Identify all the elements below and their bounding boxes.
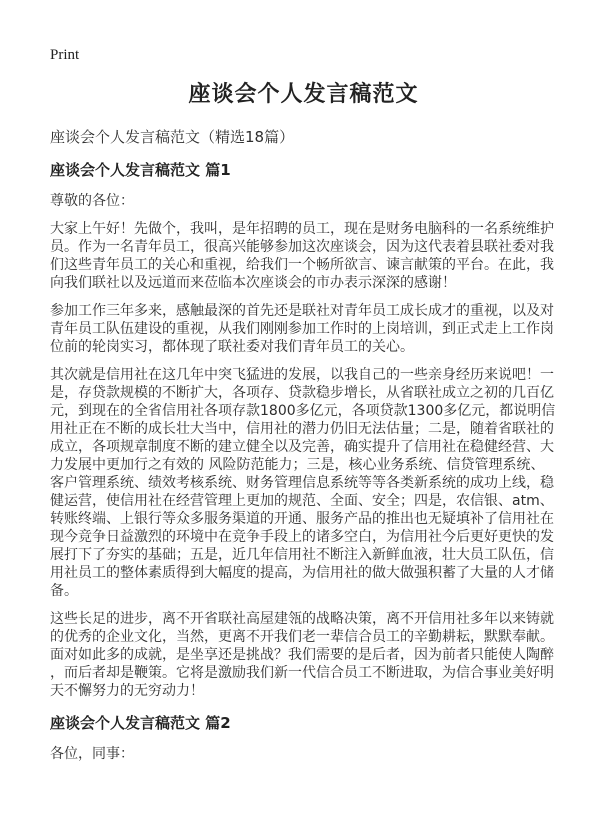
page-title: 座谈会个人发言稿范文 <box>188 82 419 107</box>
section-2-salutation: 各位，同事： <box>50 746 134 762</box>
section-1-paragraph-3: 其次就是信用社在这几年中突飞猛进的发展，以我自己的一些亲身经历来说吧！一是，存贷款规模的不断扩大，各项存、贷款稳步增长，从省联社成立之初的几百亿元，到现在的全省信用社各项存款1800多亿元，各项贷款1300多亿元，都说明信用社正在不断的成长壮大当中，信用社的潜力仍旧无法估量；二是，随着省联社的成立，各项规章制度不断的建立健全以及完善，确实提升了信用社在稳健经营、大力发展中更加行之有效的 风险防范能力；三是，核心业务系统、信贷管理系统、客户管理系统、绩效考核系统、财务管理信息系统等等各类新系统的成功上线，稳健运营，使信用社在经营管理上更加的规范、全面、安全；四是，农信银、atm、转账终端、上银行等众多服务渠道的开通、服务产品的推出也无疑填补了信用社在现今竞争日益激烈的环境中在竞争手段上的诸多空白，为信用社今后更好更快的发展打下了夯实的基础；五是，近几年信用社不断注入新鲜血液，壮大员工队伍，信用社员工的整体素质得到大幅度的提高，为信用社的做大做强积蓄了大量的人才储备。 <box>50 367 556 599</box>
section-1-salutation: 尊敬的各位： <box>50 193 134 209</box>
print-button[interactable]: Print <box>50 47 80 63</box>
document-subtitle: 座谈会个人发言稿范文（精选18篇） <box>50 128 295 146</box>
section-1-paragraph-4: 这些长足的进步，离不开省联社高屋建瓴的战略决策，离不开信用社多年以来铸就的优秀的企业文化，当然，更离不开我们老一辈信合员工的辛勤耕耘，默默奉献。面对如此多的成就，是坐享还是挑战？我们需要的是后者，因为前者只能使人陶醉，而后者却是鞭策。它将是激励我们新一代信合员工不断进取，为信合事业美好明天不懈努力的无穷动力！ <box>50 611 554 699</box>
section-1-paragraph-2: 参加工作三年多来，感触最深的首先还是联社对青年员工成长成才的重视，以及对青年员工队伍建设的重视，从我们刚刚参加工作时的上岗培训，到正式走上工作岗位前的轮岗实习，都体现了联社委对我们青年员工的关心。 <box>50 303 554 355</box>
section-2-heading: 座谈会个人发言稿范文 篇2 <box>50 714 231 732</box>
section-1-paragraph-1: 大家上午好！先做个，我叫，是年招聘的员工，现在是财务电脑科的一名系统维护员。作为一名青年员工，很高兴能够参加这次座谈会，因为这代表着县联社委对我们这些青年员工的关心和重视，给我们一个畅所欲言、谏言献策的平台。在此，我向我们联社以及远道而来莅临本次座谈会的市办表示深深的感谢！ <box>50 221 554 291</box>
section-1-heading: 座谈会个人发言稿范文 篇1 <box>50 161 231 179</box>
